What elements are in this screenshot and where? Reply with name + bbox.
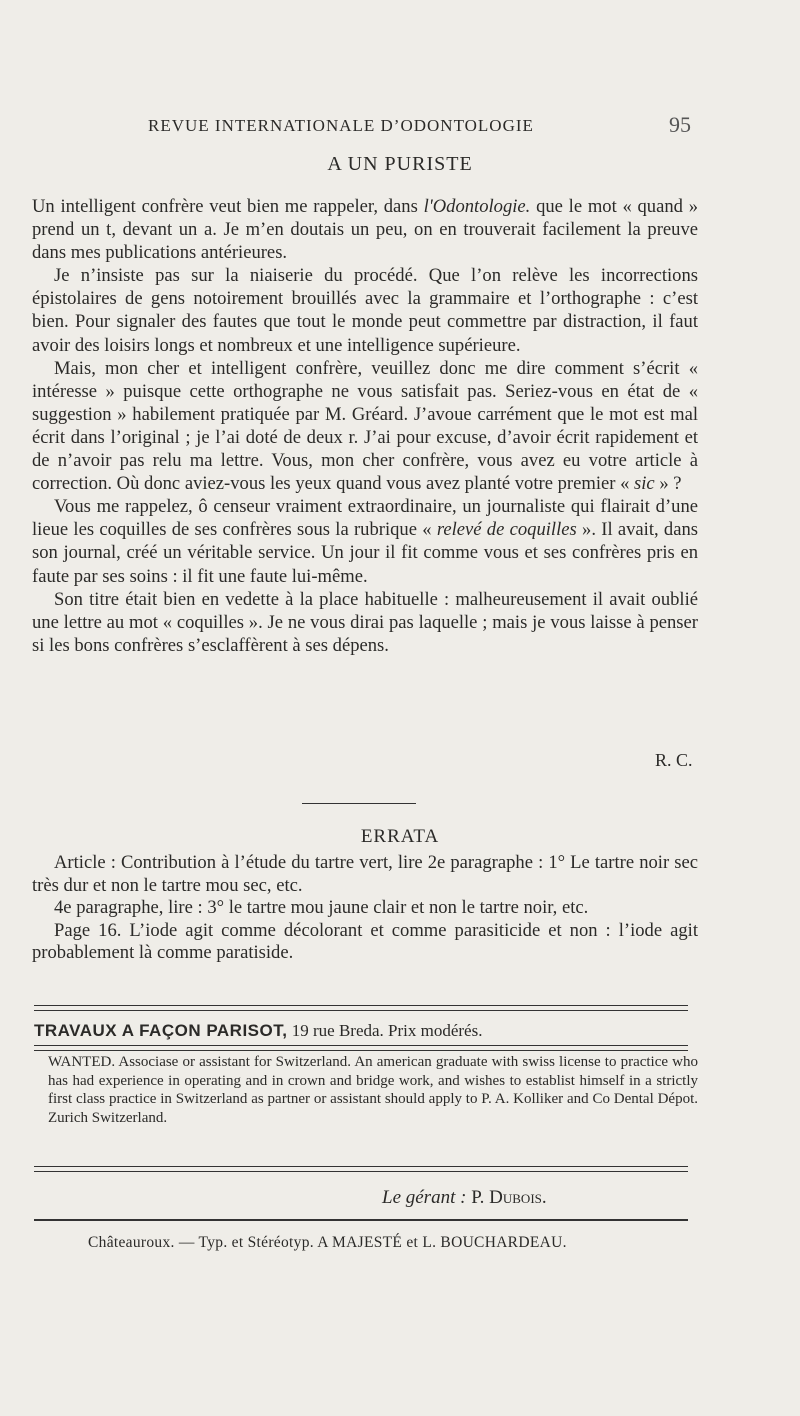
signature: R. C. [655,750,693,770]
article-paragraph: Son titre était bien en vedette à la place habituelle : malheureusement il avait oublié une lettre au mot « coquilles ». Je ne vous dirai pas laquelle ; mais je vous laisse à penser si les bons confrères s’esclaffèrent à ses dépens. [32,588,698,656]
errata-body [32,852,698,965]
advert-name: TRAVAUX A FAÇON PARISOT, [34,1021,288,1040]
article-paragraph: Un intelligent confrère veut bien me rappeler, dans l'Odontologie. que le mot « quand » prend un t, devant un a. Je m’en doutais un peu, on en trouverait facilement la preuve dans mes publications antérieures. [32,196,698,264]
article-paragraph: Mais, mon cher et intelligent confrère, veuillez donc me dire comment s’écrit « intéresse » puisque cette orthographe ne vous satisfait pas. Seriez-vous en état de « suggestion » habilement pratiquée par M. Gréard. J’avoue carrément que le mot est mal écrit dans l’original ; je l’ai doté de deux r. J’ai pour excuse, d’avoir écrit rapidement et de n’avoir pas relu ma lettre. Vous, mon cher confrère, vous avez eu votre article à correction. Où donc aviez-vous les yeux quand vous avez planté votre premier « sic » ? [32,357,698,495]
parisot-advert [34,1021,694,1041]
double-rule [34,1045,688,1051]
article-title: A UN PURISTE [327,153,473,175]
printer-imprint: Châteauroux. — Typ. et Stéréotyp. A MAJESTÉ et L. BOUCHARDEAU. [88,1234,567,1251]
page-number: 95 [669,112,691,137]
errata-paragraph: 4e paragraphe, lire : 3° le tartre mou jaune clair et non le tartre noir, etc. [54,897,589,919]
article-paragraph: Vous me rappelez, ô censeur vraiment extraordinaire, un journaliste qui flairait d’une lieue les coquilles de ses confrères sous la rubrique « relevé de coquilles ». Il avait, dans son journal, créé un véritable service. Un jour il fit comme vous et ses confrères pris en faute par ses soins : il fit une faute lui-même. [32,496,699,587]
footer-rule [34,1219,688,1221]
double-rule [34,1166,688,1172]
article-body [32,195,698,657]
page-header [120,112,691,140]
article-paragraph: Je n’insiste pas sur la niaiserie du procédé. Que l’on relève les incorrections épistolaires de gens notoirement brouillés avec la grammaire et l’orthographe : c’est bien. Pour signaler des fautes que tout le monde peut commettre par distraction, il faut avoir des loisirs longs et nombreux et une intelligence supérieure. [32,265,698,356]
gerant-label: Le gérant : [382,1187,467,1208]
errata-paragraph: Page 16. L’iode agit comme décolorant et comme parasiticide et non : l’iode agit probablement là comme paratiside. [32,919,698,964]
section-divider [302,803,416,804]
advert-detail: 19 rue Breda. Prix modérés. [287,1021,483,1040]
running-title: REVUE INTERNATIONALE D’ODONTOLOGIE [148,116,534,135]
wanted-advert: WANTED. Associase or assistant for Switzerland. An american graduate with swiss license to practice who has had experience in operating and in crown and bridge work, and wishes to establist himself in a strictly first class practice in Switzerland as partner or assistant should apply to P. A. Kolliker and Co Dental Dépot. Zurich Switzerland. [48,1054,698,1126]
double-rule [34,1005,688,1011]
gerant-name: P. Dubois. [471,1187,547,1208]
errata-title: ERRATA [360,826,440,847]
errata-paragraph: Article : Contribution à l’étude du tartre vert, lire 2e paragraphe : 1° Le tartre noir sec très dur et non le tartre mou sec, etc. [32,852,698,896]
gerant-line [382,1187,547,1209]
